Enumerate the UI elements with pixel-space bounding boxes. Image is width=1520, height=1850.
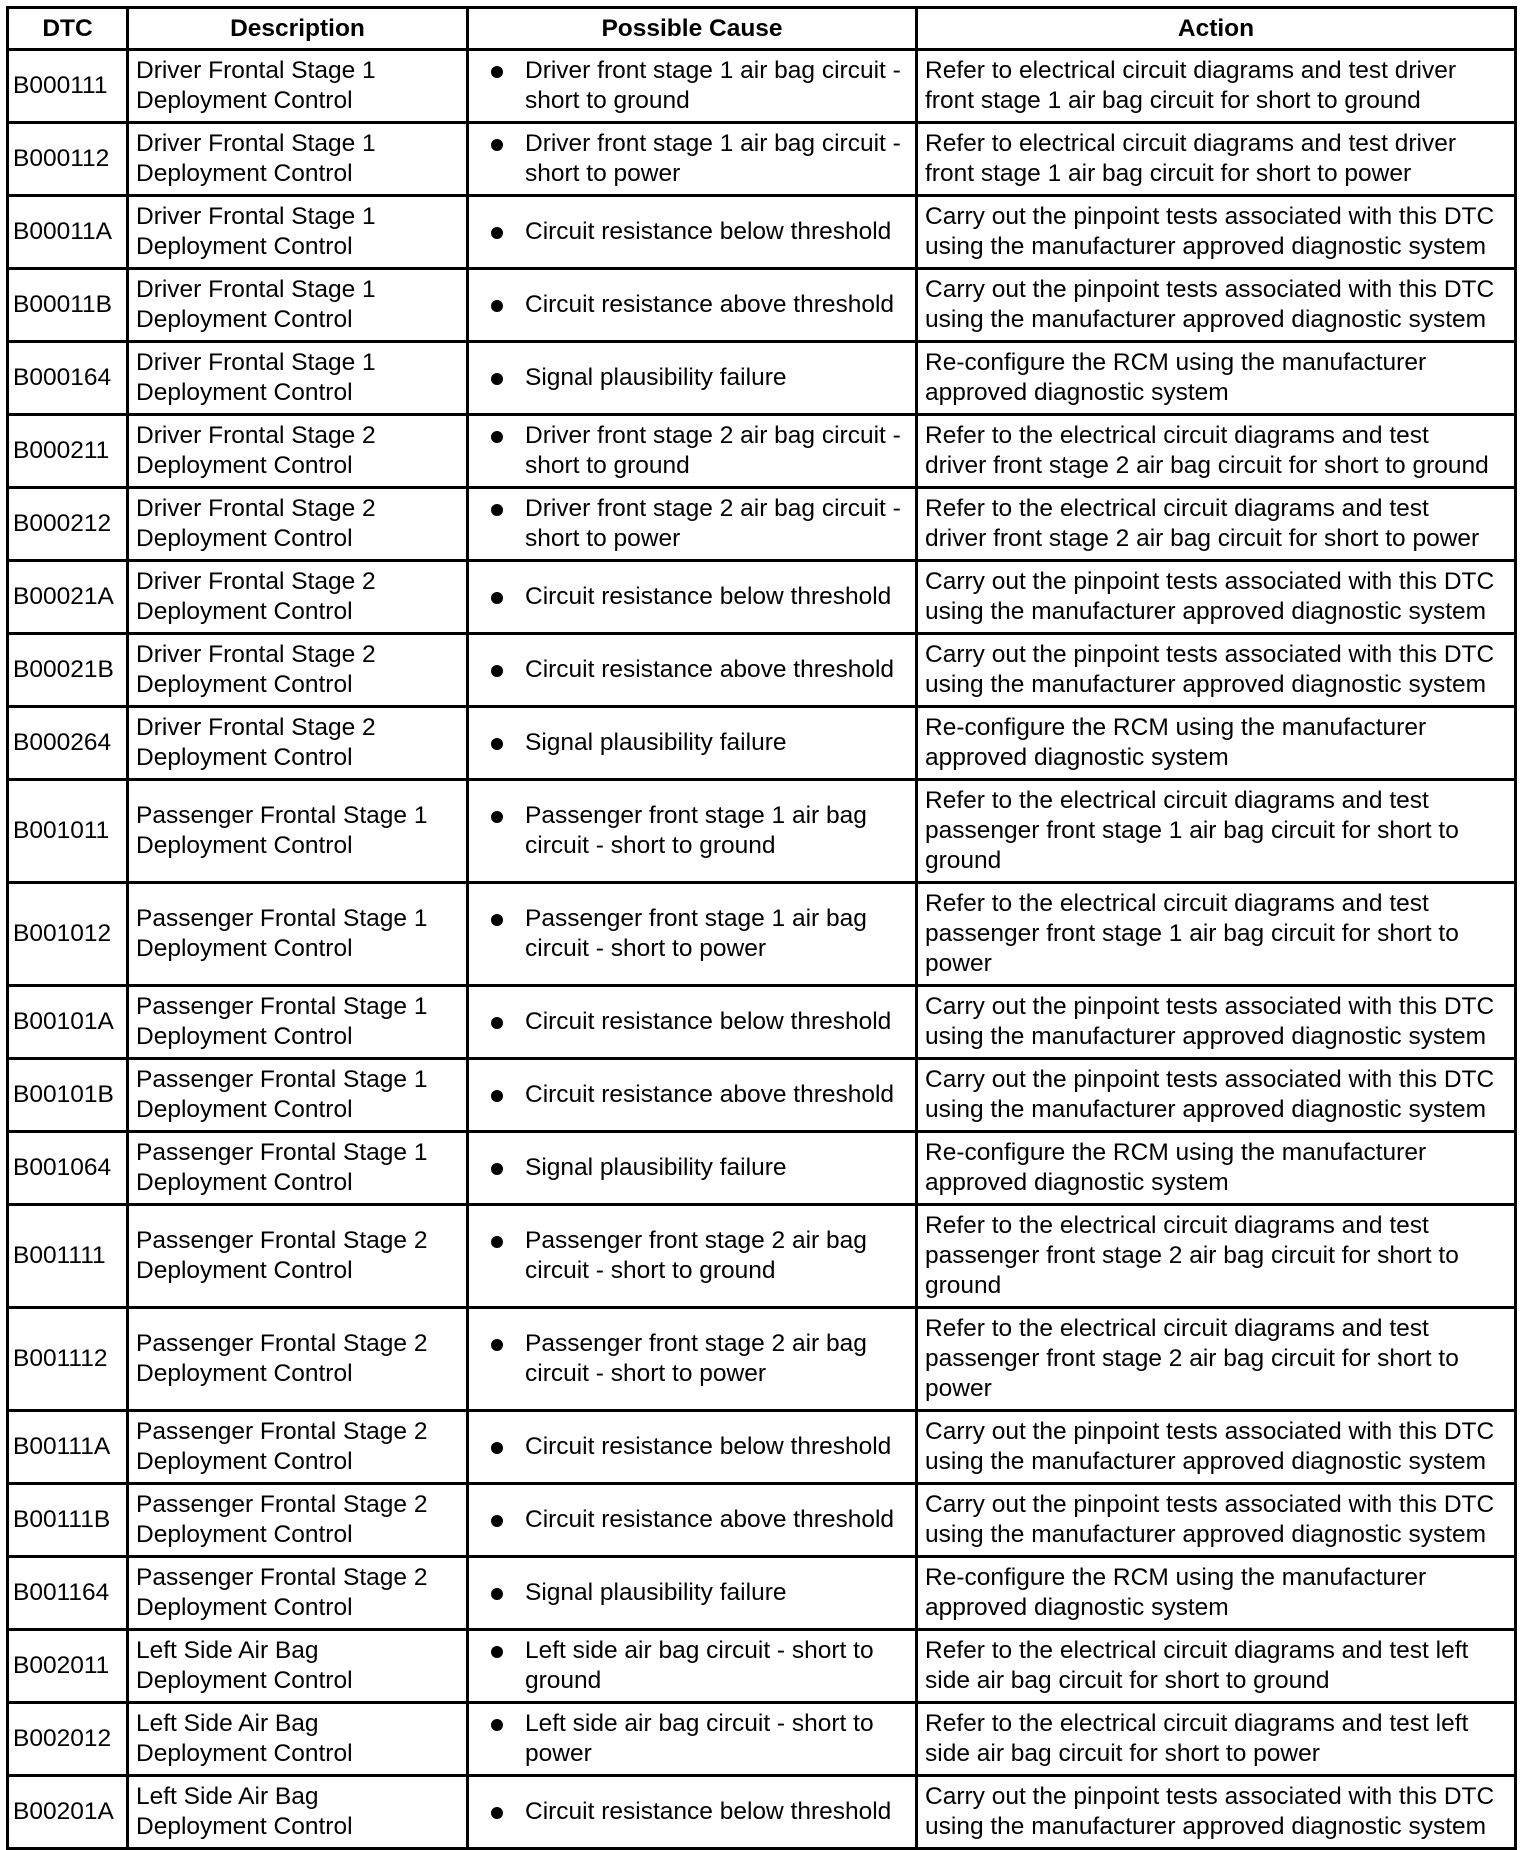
cause-bullet-item bbox=[491, 1636, 911, 1696]
cause-line: Driver front stage 1 air bag circuit - bbox=[525, 57, 901, 84]
bullet-icon bbox=[491, 1719, 503, 1731]
dtc-code: B001111 bbox=[8, 1205, 128, 1308]
action-line: using the manufacturer approved diagnostic system bbox=[925, 233, 1487, 260]
dtc-description bbox=[128, 1703, 468, 1776]
cause-bullet-item bbox=[491, 904, 911, 964]
dtc-description bbox=[128, 780, 468, 883]
cause-line: Circuit resistance below threshold bbox=[525, 583, 892, 610]
dtc-description bbox=[128, 883, 468, 986]
cause-line: short to ground bbox=[525, 452, 690, 479]
dtc-code: B001064 bbox=[8, 1132, 128, 1205]
table-row bbox=[8, 1205, 1516, 1308]
description-line: Deployment Control bbox=[136, 832, 353, 859]
action-line: Re-configure the RCM using the manufacturer bbox=[925, 349, 1427, 376]
action-line: Refer to the electrical circuit diagrams and test bbox=[925, 495, 1429, 522]
cause-line: Passenger front stage 2 air bag bbox=[525, 1227, 867, 1254]
cause-bullet-item bbox=[491, 1080, 911, 1110]
table-row bbox=[8, 342, 1516, 415]
action-line: Refer to the electrical circuit diagrams and test left bbox=[925, 1637, 1469, 1664]
description-line: Driver Frontal Stage 1 bbox=[136, 57, 376, 84]
header-dtc: DTC bbox=[8, 8, 128, 50]
cause-line: Driver front stage 2 air bag circuit - bbox=[525, 495, 901, 522]
cause-line: Circuit resistance above threshold bbox=[525, 1506, 895, 1533]
dtc-description bbox=[128, 50, 468, 123]
cause-line: Signal plausibility failure bbox=[525, 729, 787, 756]
description-line: Deployment Control bbox=[136, 598, 353, 625]
dtc-code: B001112 bbox=[8, 1308, 128, 1411]
dtc-code: B00021B bbox=[8, 634, 128, 707]
table-row bbox=[8, 1703, 1516, 1776]
cause-line: Circuit resistance below threshold bbox=[525, 1008, 892, 1035]
cause-line: Left side air bag circuit - short to bbox=[525, 1637, 874, 1664]
action bbox=[917, 123, 1516, 196]
action bbox=[917, 415, 1516, 488]
action bbox=[917, 1703, 1516, 1776]
action bbox=[917, 1205, 1516, 1308]
cause-line: Signal plausibility failure bbox=[525, 1579, 787, 1606]
action-line: driver front stage 2 air bag circuit for short to power bbox=[925, 525, 1480, 552]
table-row bbox=[8, 1411, 1516, 1484]
description-line: Passenger Frontal Stage 2 bbox=[136, 1491, 428, 1518]
table-row bbox=[8, 1776, 1516, 1849]
action-line: ground bbox=[925, 1272, 1002, 1299]
dtc-code: B00101B bbox=[8, 1059, 128, 1132]
action bbox=[917, 780, 1516, 883]
description-line: Passenger Frontal Stage 2 bbox=[136, 1227, 428, 1254]
bullet-icon bbox=[491, 1163, 503, 1175]
description-line: Left Side Air Bag bbox=[136, 1637, 319, 1664]
description-line: Deployment Control bbox=[136, 1023, 353, 1050]
dtc-description bbox=[128, 634, 468, 707]
table-row bbox=[8, 634, 1516, 707]
table-row bbox=[8, 1308, 1516, 1411]
action-line: passenger front stage 2 air bag circuit for short to bbox=[925, 1345, 1459, 1372]
cause-line: Signal plausibility failure bbox=[525, 364, 787, 391]
cause-line: circuit - short to power bbox=[525, 1360, 766, 1387]
cause-bullet-item bbox=[491, 217, 911, 247]
action bbox=[917, 1630, 1516, 1703]
dtc-code: B00011A bbox=[8, 196, 128, 269]
possible-cause bbox=[468, 707, 917, 780]
action bbox=[917, 883, 1516, 986]
possible-cause bbox=[468, 488, 917, 561]
dtc-code: B00111A bbox=[8, 1411, 128, 1484]
dtc-description bbox=[128, 342, 468, 415]
table-row bbox=[8, 707, 1516, 780]
table-row bbox=[8, 488, 1516, 561]
header-description: Description bbox=[128, 8, 468, 50]
cause-bullet-item bbox=[491, 129, 911, 189]
action-line: side air bag circuit for short to ground bbox=[925, 1667, 1330, 1694]
cause-bullet-item bbox=[491, 1797, 911, 1827]
action-line: Refer to the electrical circuit diagrams and test bbox=[925, 787, 1429, 814]
table-row bbox=[8, 1484, 1516, 1557]
cause-line: ground bbox=[525, 1667, 602, 1694]
description-line: Deployment Control bbox=[136, 306, 353, 333]
description-line: Deployment Control bbox=[136, 1667, 353, 1694]
cause-bullet-item bbox=[491, 421, 911, 481]
action bbox=[917, 50, 1516, 123]
bullet-icon bbox=[491, 1339, 503, 1351]
possible-cause bbox=[468, 780, 917, 883]
table-row bbox=[8, 780, 1516, 883]
description-line: Driver Frontal Stage 2 bbox=[136, 714, 376, 741]
action-line: Refer to the electrical circuit diagrams and test bbox=[925, 1315, 1429, 1342]
description-line: Deployment Control bbox=[136, 1740, 353, 1767]
action bbox=[917, 196, 1516, 269]
action-line: using the manufacturer approved diagnostic system bbox=[925, 306, 1487, 333]
bullet-icon bbox=[491, 738, 503, 750]
cause-bullet-item bbox=[491, 56, 911, 116]
action-line: Refer to electrical circuit diagrams and test driver bbox=[925, 57, 1457, 84]
cause-line: Passenger front stage 1 air bag bbox=[525, 802, 867, 829]
dtc-description bbox=[128, 196, 468, 269]
cause-bullet-item bbox=[491, 290, 911, 320]
description-line: Deployment Control bbox=[136, 1096, 353, 1123]
cause-line: Driver front stage 1 air bag circuit - bbox=[525, 130, 901, 157]
bullet-icon bbox=[491, 914, 503, 926]
cause-line: Passenger front stage 1 air bag bbox=[525, 905, 867, 932]
bullet-icon bbox=[491, 665, 503, 677]
action bbox=[917, 1776, 1516, 1849]
cause-bullet-item bbox=[491, 582, 911, 612]
table-row bbox=[8, 1059, 1516, 1132]
possible-cause bbox=[468, 123, 917, 196]
bullet-icon bbox=[491, 431, 503, 443]
action-line: Carry out the pinpoint tests associated with this DTC bbox=[925, 1491, 1495, 1518]
cause-bullet-item bbox=[491, 494, 911, 554]
description-line: Driver Frontal Stage 2 bbox=[136, 495, 376, 522]
action bbox=[917, 488, 1516, 561]
action-line: passenger front stage 1 air bag circuit for short to bbox=[925, 920, 1459, 947]
table-row bbox=[8, 986, 1516, 1059]
bullet-icon bbox=[491, 1442, 503, 1454]
description-line: Driver Frontal Stage 1 bbox=[136, 203, 376, 230]
cause-line: short to power bbox=[525, 525, 681, 552]
possible-cause bbox=[468, 1703, 917, 1776]
table-row bbox=[8, 50, 1516, 123]
dtc-description bbox=[128, 488, 468, 561]
dtc-code: B000264 bbox=[8, 707, 128, 780]
bullet-icon bbox=[491, 1090, 503, 1102]
dtc-description bbox=[128, 1484, 468, 1557]
action-line: ground bbox=[925, 847, 1002, 874]
action-line: Refer to the electrical circuit diagrams and test left bbox=[925, 1710, 1469, 1737]
action-line: Re-configure the RCM using the manufacturer bbox=[925, 714, 1427, 741]
action bbox=[917, 561, 1516, 634]
dtc-description bbox=[128, 561, 468, 634]
description-line: Deployment Control bbox=[136, 1169, 353, 1196]
action-line: Refer to the electrical circuit diagrams and test bbox=[925, 1212, 1429, 1239]
action-line: using the manufacturer approved diagnostic system bbox=[925, 1096, 1487, 1123]
header-action: Action bbox=[917, 8, 1516, 50]
action-line: front stage 1 air bag circuit for short to power bbox=[925, 160, 1412, 187]
possible-cause bbox=[468, 1557, 917, 1630]
dtc-code: B00101A bbox=[8, 986, 128, 1059]
dtc-description bbox=[128, 1059, 468, 1132]
cause-bullet-item bbox=[491, 1153, 911, 1183]
action-line: Carry out the pinpoint tests associated with this DTC bbox=[925, 1066, 1495, 1093]
possible-cause bbox=[468, 196, 917, 269]
description-line: Passenger Frontal Stage 1 bbox=[136, 1139, 428, 1166]
table-row bbox=[8, 561, 1516, 634]
cause-line: Circuit resistance below threshold bbox=[525, 1798, 892, 1825]
action-line: approved diagnostic system bbox=[925, 1169, 1229, 1196]
dtc-code: B000212 bbox=[8, 488, 128, 561]
possible-cause bbox=[468, 1059, 917, 1132]
description-line: Deployment Control bbox=[136, 233, 353, 260]
action-line: front stage 1 air bag circuit for short to ground bbox=[925, 87, 1421, 114]
cause-bullet-item bbox=[491, 728, 911, 758]
description-line: Passenger Frontal Stage 2 bbox=[136, 1330, 428, 1357]
dtc-description bbox=[128, 1776, 468, 1849]
description-line: Deployment Control bbox=[136, 744, 353, 771]
cause-line: Driver front stage 2 air bag circuit - bbox=[525, 422, 901, 449]
table-row bbox=[8, 196, 1516, 269]
description-line: Passenger Frontal Stage 2 bbox=[136, 1564, 428, 1591]
dtc-description bbox=[128, 1411, 468, 1484]
bullet-icon bbox=[491, 811, 503, 823]
possible-cause bbox=[468, 883, 917, 986]
table-row bbox=[8, 1630, 1516, 1703]
bullet-icon bbox=[491, 373, 503, 385]
cause-line: circuit - short to ground bbox=[525, 832, 776, 859]
dtc-code: B00021A bbox=[8, 561, 128, 634]
action-line: power bbox=[925, 1375, 992, 1402]
description-line: Passenger Frontal Stage 2 bbox=[136, 1418, 428, 1445]
cause-line: Circuit resistance above threshold bbox=[525, 1081, 895, 1108]
description-line: Deployment Control bbox=[136, 87, 353, 114]
action-line: Carry out the pinpoint tests associated with this DTC bbox=[925, 568, 1495, 595]
table-row bbox=[8, 1557, 1516, 1630]
action-line: using the manufacturer approved diagnostic system bbox=[925, 1023, 1487, 1050]
action-line: passenger front stage 2 air bag circuit for short to bbox=[925, 1242, 1459, 1269]
dtc-description bbox=[128, 1132, 468, 1205]
cause-bullet-item bbox=[491, 1226, 911, 1286]
dtc-description bbox=[128, 1557, 468, 1630]
dtc-code: B000111 bbox=[8, 50, 128, 123]
possible-cause bbox=[468, 269, 917, 342]
action bbox=[917, 342, 1516, 415]
cause-bullet-item bbox=[491, 1505, 911, 1535]
bullet-icon bbox=[491, 139, 503, 151]
action-line: Refer to electrical circuit diagrams and test driver bbox=[925, 130, 1457, 157]
bullet-icon bbox=[491, 592, 503, 604]
action bbox=[917, 1059, 1516, 1132]
dtc-code: B002011 bbox=[8, 1630, 128, 1703]
possible-cause bbox=[468, 1630, 917, 1703]
cause-line: Passenger front stage 2 air bag bbox=[525, 1330, 867, 1357]
possible-cause bbox=[468, 1484, 917, 1557]
description-line: Left Side Air Bag bbox=[136, 1783, 319, 1810]
action-line: approved diagnostic system bbox=[925, 1594, 1229, 1621]
cause-bullet-item bbox=[491, 801, 911, 861]
cause-line: short to ground bbox=[525, 87, 690, 114]
description-line: Driver Frontal Stage 2 bbox=[136, 568, 376, 595]
dtc-code: B000112 bbox=[8, 123, 128, 196]
cause-bullet-item bbox=[491, 1432, 911, 1462]
cause-line: short to power bbox=[525, 160, 681, 187]
description-line: Deployment Control bbox=[136, 1448, 353, 1475]
action bbox=[917, 634, 1516, 707]
dtc-code: B00111B bbox=[8, 1484, 128, 1557]
bullet-icon bbox=[491, 227, 503, 239]
dtc-description bbox=[128, 415, 468, 488]
dtc-description bbox=[128, 123, 468, 196]
cause-line: Circuit resistance above threshold bbox=[525, 291, 895, 318]
action-line: side air bag circuit for short to power bbox=[925, 1740, 1320, 1767]
table-row bbox=[8, 415, 1516, 488]
possible-cause bbox=[468, 415, 917, 488]
action-line: Carry out the pinpoint tests associated with this DTC bbox=[925, 276, 1495, 303]
cause-bullet-item bbox=[491, 363, 911, 393]
description-line: Driver Frontal Stage 1 bbox=[136, 276, 376, 303]
action bbox=[917, 1308, 1516, 1411]
description-line: Driver Frontal Stage 2 bbox=[136, 422, 376, 449]
action-line: Carry out the pinpoint tests associated with this DTC bbox=[925, 641, 1495, 668]
action-line: driver front stage 2 air bag circuit for short to ground bbox=[925, 452, 1489, 479]
dtc-description bbox=[128, 1630, 468, 1703]
possible-cause bbox=[468, 634, 917, 707]
description-line: Deployment Control bbox=[136, 1813, 353, 1840]
dtc-description bbox=[128, 707, 468, 780]
bullet-icon bbox=[491, 1236, 503, 1248]
cause-line: Left side air bag circuit - short to bbox=[525, 1710, 874, 1737]
cause-line: circuit - short to power bbox=[525, 935, 766, 962]
dtc-table bbox=[6, 6, 1517, 1850]
action-line: using the manufacturer approved diagnostic system bbox=[925, 1521, 1487, 1548]
description-line: Deployment Control bbox=[136, 1360, 353, 1387]
bullet-icon bbox=[491, 1588, 503, 1600]
cause-bullet-item bbox=[491, 1578, 911, 1608]
action bbox=[917, 1557, 1516, 1630]
bullet-icon bbox=[491, 300, 503, 312]
dtc-code: B000211 bbox=[8, 415, 128, 488]
action-line: using the manufacturer approved diagnostic system bbox=[925, 671, 1487, 698]
action-line: using the manufacturer approved diagnostic system bbox=[925, 1813, 1487, 1840]
description-line: Left Side Air Bag bbox=[136, 1710, 319, 1737]
description-line: Deployment Control bbox=[136, 935, 353, 962]
cause-line: Circuit resistance above threshold bbox=[525, 656, 895, 683]
action bbox=[917, 707, 1516, 780]
possible-cause bbox=[468, 1308, 917, 1411]
action-line: using the manufacturer approved diagnostic system bbox=[925, 1448, 1487, 1475]
action-line: Carry out the pinpoint tests associated with this DTC bbox=[925, 1783, 1495, 1810]
action-line: using the manufacturer approved diagnostic system bbox=[925, 598, 1487, 625]
action bbox=[917, 1411, 1516, 1484]
cause-line: Signal plausibility failure bbox=[525, 1154, 787, 1181]
action-line: power bbox=[925, 950, 992, 977]
cause-line: Circuit resistance below threshold bbox=[525, 1433, 892, 1460]
cause-line: circuit - short to ground bbox=[525, 1257, 776, 1284]
description-line: Deployment Control bbox=[136, 1521, 353, 1548]
bullet-icon bbox=[491, 1515, 503, 1527]
table-row bbox=[8, 123, 1516, 196]
description-line: Passenger Frontal Stage 1 bbox=[136, 802, 428, 829]
dtc-description bbox=[128, 1308, 468, 1411]
action bbox=[917, 1132, 1516, 1205]
action-line: Re-configure the RCM using the manufacturer bbox=[925, 1564, 1427, 1591]
description-line: Deployment Control bbox=[136, 379, 353, 406]
description-line: Driver Frontal Stage 1 bbox=[136, 349, 376, 376]
description-line: Passenger Frontal Stage 1 bbox=[136, 905, 428, 932]
cause-line: power bbox=[525, 1740, 592, 1767]
possible-cause bbox=[468, 342, 917, 415]
header-possible-cause: Possible Cause bbox=[468, 8, 917, 50]
bullet-icon bbox=[491, 1807, 503, 1819]
action-line: Re-configure the RCM using the manufacturer bbox=[925, 1139, 1427, 1166]
description-line: Deployment Control bbox=[136, 1257, 353, 1284]
description-line: Passenger Frontal Stage 1 bbox=[136, 993, 428, 1020]
table-body bbox=[8, 50, 1516, 1849]
description-line: Deployment Control bbox=[136, 1594, 353, 1621]
dtc-code: B001011 bbox=[8, 780, 128, 883]
action bbox=[917, 986, 1516, 1059]
action-line: Refer to the electrical circuit diagrams and test bbox=[925, 422, 1429, 449]
description-line: Deployment Control bbox=[136, 525, 353, 552]
dtc-code: B002012 bbox=[8, 1703, 128, 1776]
bullet-icon bbox=[491, 1646, 503, 1658]
action-line: passenger front stage 1 air bag circuit for short to bbox=[925, 817, 1459, 844]
possible-cause bbox=[468, 1132, 917, 1205]
dtc-code: B00201A bbox=[8, 1776, 128, 1849]
cause-bullet-item bbox=[491, 1709, 911, 1769]
description-line: Deployment Control bbox=[136, 452, 353, 479]
dtc-code: B001164 bbox=[8, 1557, 128, 1630]
table-header-row bbox=[8, 8, 1516, 50]
dtc-code: B00011B bbox=[8, 269, 128, 342]
table-row bbox=[8, 1132, 1516, 1205]
description-line: Passenger Frontal Stage 1 bbox=[136, 1066, 428, 1093]
dtc-description bbox=[128, 986, 468, 1059]
cause-line: Circuit resistance below threshold bbox=[525, 218, 892, 245]
action-line: approved diagnostic system bbox=[925, 379, 1229, 406]
action bbox=[917, 269, 1516, 342]
dtc-description bbox=[128, 1205, 468, 1308]
possible-cause bbox=[468, 50, 917, 123]
dtc-code: B000164 bbox=[8, 342, 128, 415]
action-line: approved diagnostic system bbox=[925, 744, 1229, 771]
dtc-code: B001012 bbox=[8, 883, 128, 986]
possible-cause bbox=[468, 561, 917, 634]
bullet-icon bbox=[491, 504, 503, 516]
cause-bullet-item bbox=[491, 1329, 911, 1389]
action bbox=[917, 1484, 1516, 1557]
bullet-icon bbox=[491, 1017, 503, 1029]
cause-bullet-item bbox=[491, 1007, 911, 1037]
action-line: Carry out the pinpoint tests associated with this DTC bbox=[925, 993, 1495, 1020]
table-row bbox=[8, 269, 1516, 342]
action-line: Refer to the electrical circuit diagrams and test bbox=[925, 890, 1429, 917]
possible-cause bbox=[468, 1411, 917, 1484]
table-row bbox=[8, 883, 1516, 986]
possible-cause bbox=[468, 1776, 917, 1849]
description-line: Driver Frontal Stage 1 bbox=[136, 130, 376, 157]
bullet-icon bbox=[491, 66, 503, 78]
dtc-description bbox=[128, 269, 468, 342]
action-line: Carry out the pinpoint tests associated with this DTC bbox=[925, 1418, 1495, 1445]
action-line: Carry out the pinpoint tests associated with this DTC bbox=[925, 203, 1495, 230]
possible-cause bbox=[468, 986, 917, 1059]
possible-cause bbox=[468, 1205, 917, 1308]
description-line: Deployment Control bbox=[136, 671, 353, 698]
cause-bullet-item bbox=[491, 655, 911, 685]
description-line: Deployment Control bbox=[136, 160, 353, 187]
description-line: Driver Frontal Stage 2 bbox=[136, 641, 376, 668]
